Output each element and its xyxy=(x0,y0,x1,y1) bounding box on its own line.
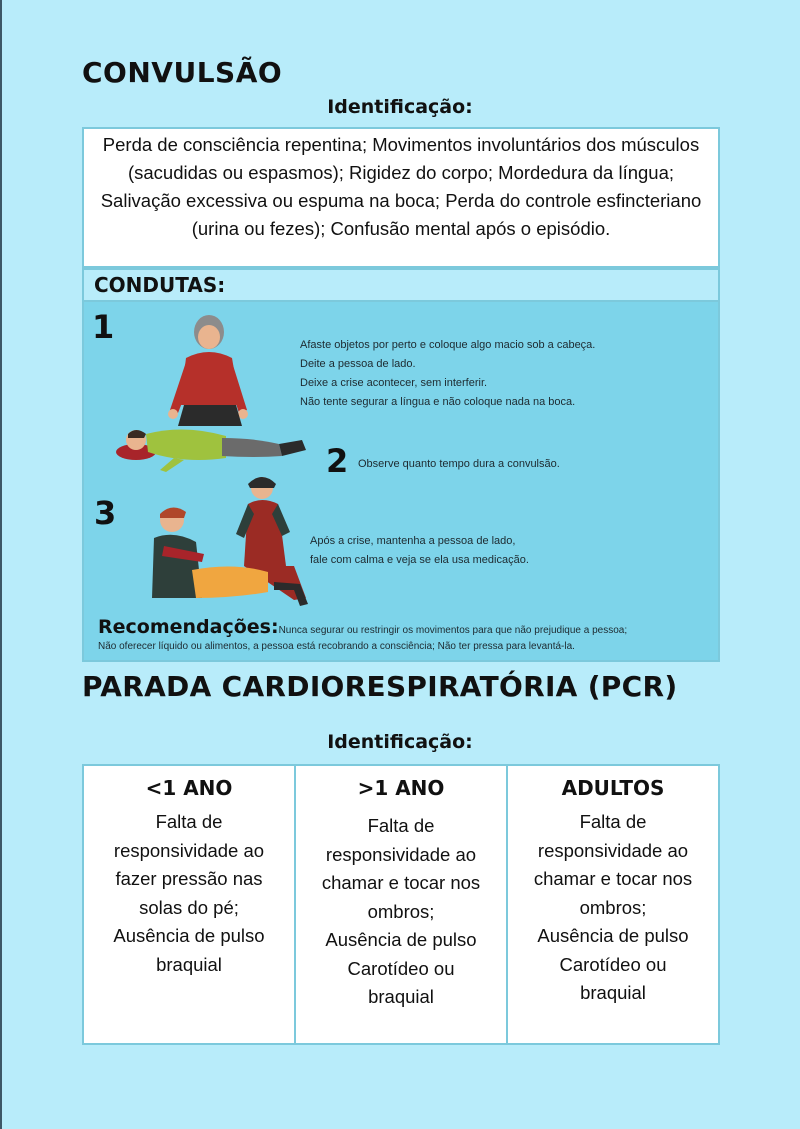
section-title-convulsao: CONVULSÃO xyxy=(82,56,283,89)
pcr-col1-line: responsividade ao xyxy=(113,839,265,861)
step-3-text xyxy=(310,532,529,570)
identificacao-box-convulsao xyxy=(82,127,720,268)
pcr-col3-line: Falta de xyxy=(579,811,647,832)
pcr-column-adultos xyxy=(506,766,718,1043)
pcr-col3-line: braquial xyxy=(580,982,646,1003)
condutas-header xyxy=(82,268,720,302)
pcr-col1-line: solas do pé; xyxy=(139,896,239,918)
step-3-line-1: Após a crise, mantenha a pessoa de lado, xyxy=(310,535,516,547)
step-1-line-3: Deixe a crise acontecer, sem interferir. xyxy=(300,377,488,389)
pcr-column-menor-1-ano xyxy=(84,766,294,1043)
pcr-column-maior-1-ano xyxy=(294,766,506,1043)
step-3-number: 3 xyxy=(94,494,117,532)
pcr-col2-line: braquial xyxy=(368,986,434,1007)
pcr-col1-line: Ausência de pulso xyxy=(113,925,265,946)
condutas-panel xyxy=(82,302,720,662)
pcr-identificacao-table xyxy=(82,764,720,1045)
pcr-col2-line: ombros; xyxy=(367,900,435,922)
pcr-column-body xyxy=(508,808,718,1008)
pcr-col3-line: responsividade ao xyxy=(537,839,689,861)
step-2-number: 2 xyxy=(326,442,349,480)
step-1-line-2: Deite a pessoa de lado. xyxy=(300,358,416,370)
step-2-line-1: Observe quanto tempo dura a convulsão. xyxy=(358,458,560,470)
pcr-col2-line: Ausência de pulso xyxy=(325,929,477,950)
step-1-number: 1 xyxy=(92,308,115,346)
recomendacoes-block xyxy=(98,616,718,638)
identificacao-label-pcr: Identificação: xyxy=(327,731,473,753)
section-title-pcr: PARADA CARDIORESPIRATÓRIA (PCR) xyxy=(82,670,678,703)
pcr-col3-line: Carotídeo ou xyxy=(559,953,667,975)
condutas-label: CONDUTAS: xyxy=(94,273,226,297)
pcr-column-header: ADULTOS xyxy=(561,776,665,800)
recomendacoes-line-1: Nunca segurar ou restringir os movimentos para que não prejudique a pessoa; xyxy=(278,625,628,636)
recomendacoes-label: Recomendações: xyxy=(98,616,279,638)
pcr-col2-line: Falta de xyxy=(367,815,435,836)
pcr-column-header: <1 ANO xyxy=(145,776,233,800)
pcr-column-header: >1 ANO xyxy=(357,776,445,800)
step-1-text xyxy=(300,336,595,412)
pcr-col3-line: Ausência de pulso xyxy=(537,925,689,946)
step-1-line-4: Não tente segurar a língua e não coloque nada na boca. xyxy=(300,396,576,408)
pcr-col2-line: Carotídeo ou xyxy=(347,957,455,979)
page-edge-line xyxy=(0,0,2,1129)
pcr-column-body xyxy=(84,808,294,979)
pcr-col1-line: Falta de xyxy=(155,811,223,832)
pcr-col3-line: chamar e tocar nos xyxy=(533,868,693,889)
step-3-line-2: fale com calma e veja se ela usa medicação. xyxy=(310,554,529,566)
pcr-col2-line: responsividade ao xyxy=(325,843,477,865)
step-2-text xyxy=(358,455,560,474)
identificacao-label-convulsao: Identificação: xyxy=(327,96,473,118)
person-recovering-illustration xyxy=(274,578,314,608)
pcr-column-body xyxy=(296,808,506,1012)
pcr-col2-line: chamar e tocar nos xyxy=(321,872,481,893)
pcr-col1-line: fazer pressão nas xyxy=(115,868,263,889)
pcr-col3-line: ombros; xyxy=(579,896,647,918)
step-1-line-1: Afaste objetos por perto e coloque algo macio sob a cabeça. xyxy=(300,339,596,351)
person-lying-illustration xyxy=(114,414,314,474)
pcr-col1-line: braquial xyxy=(156,953,222,975)
identificacao-text: Perda de consciência repentina; Movimentos involuntários dos músculos (sacudidas ou espasmos); Rigidez do corpo; Mordedura da língua; Salivação excessiva ou espuma na boca; Perda do controle esfincteriano (urina ou fezes); Confusão mental após o episódio. xyxy=(100,134,702,239)
recomendacoes-line-2: Não oferecer líquido ou alimentos, a pessoa está recobrando a consciência; Não ter pressa para levantá-la. xyxy=(98,641,575,652)
